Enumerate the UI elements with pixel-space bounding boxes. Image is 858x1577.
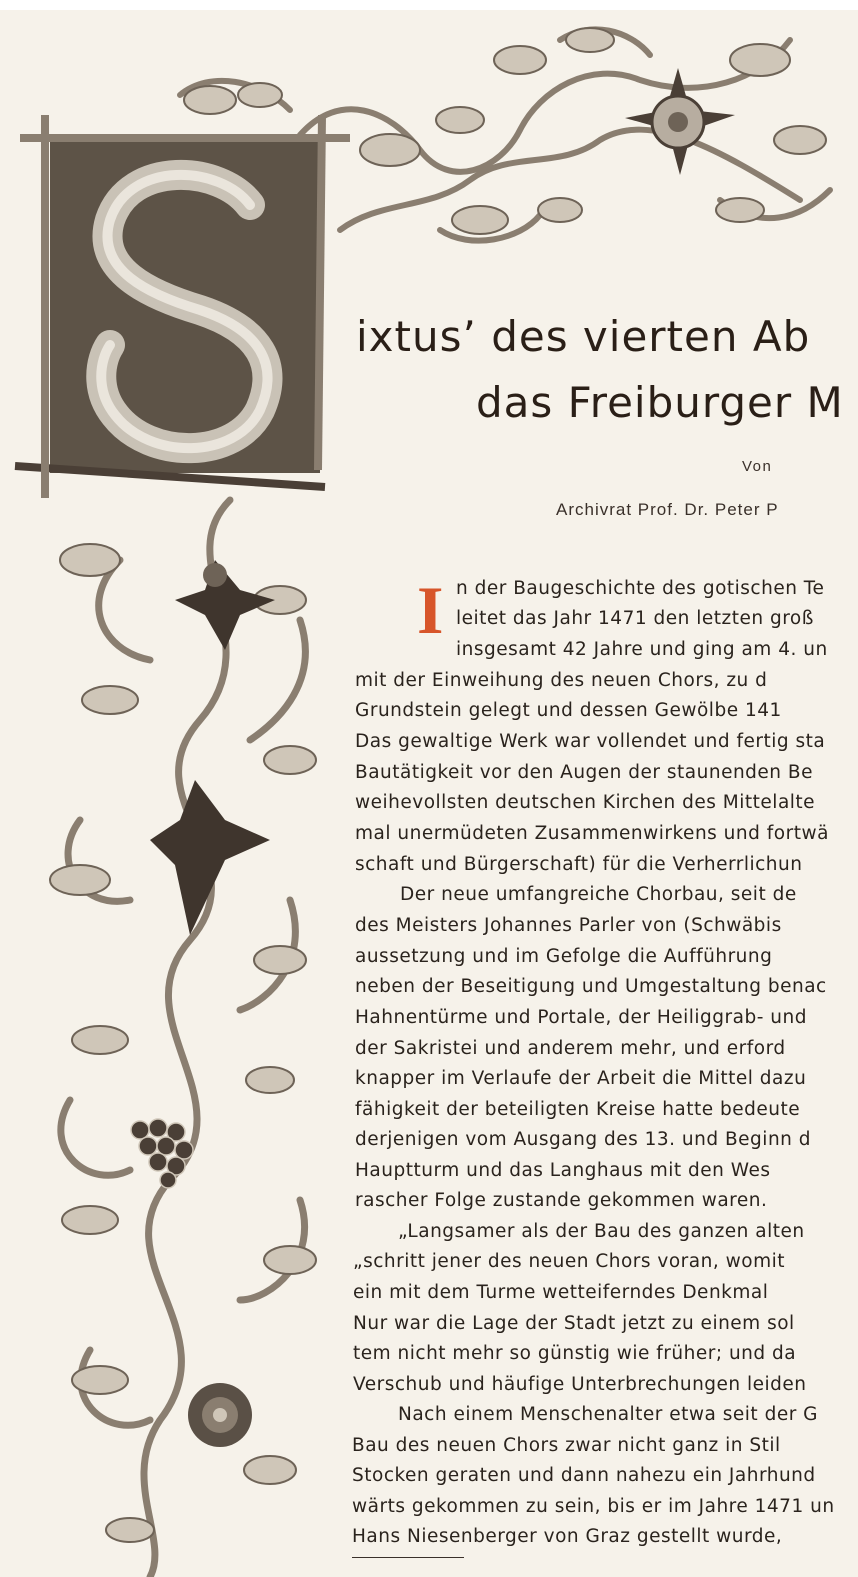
grape-cluster bbox=[131, 1119, 193, 1188]
rose-flower bbox=[188, 1383, 252, 1447]
body-line-30: Stocken geraten und dann nahezu ein Jahrhund bbox=[352, 1465, 816, 1486]
body-line-6: Das gewaltige Werk war vollendet und fertig sta bbox=[355, 731, 826, 752]
body-line-32: Hans Niesenberger von Graz gestellt wurde, bbox=[352, 1526, 783, 1547]
body-line-27: Verschub und häufige Unterbrechungen leiden bbox=[353, 1374, 807, 1395]
body-line-16: der Sakristei und anderem mehr, und erford bbox=[355, 1038, 786, 1059]
body-line-7: Bautätigkeit vor den Augen der staunenden Be bbox=[355, 762, 813, 783]
body-line-15: Hahnentürme und Portale, der Heiliggrab- und bbox=[355, 1007, 807, 1028]
body-line-4: mit der Einweihung des neuen Chors, zu d bbox=[355, 670, 768, 691]
footnote-rule bbox=[352, 1557, 464, 1558]
body-line-31: wärts gekommen zu sein, bis er im Jahre 1471 un bbox=[352, 1496, 835, 1517]
body-line-24: ein mit dem Turme wetteiferndes Denkmal bbox=[353, 1282, 769, 1303]
body-line-2: leitet das Jahr 1471 den letzten groß bbox=[456, 608, 814, 629]
body-line-10: schaft und Bürgerschaft) für die Verherrlichun bbox=[355, 854, 803, 875]
body-line-18: fähigkeit der beteiligten Kreise hatte bedeute bbox=[355, 1099, 801, 1120]
body-line-12: des Meisters Johannes Parler von (Schwäbis bbox=[355, 915, 782, 936]
byline-von: Von bbox=[742, 458, 773, 475]
body-line-14: neben der Beseitigung und Umgestaltung benac bbox=[355, 976, 827, 997]
body-line-29: Bau des neuen Chors zwar nicht ganz in Stil bbox=[352, 1435, 781, 1456]
body-line-17: knapper im Verlaufe der Arbeit die Mittel dazu bbox=[355, 1068, 807, 1089]
body-line-19: derjenigen vom Ausgang des 13. und Beginn d bbox=[355, 1129, 812, 1150]
title-line-1: ixtus’ des vierten Ab bbox=[356, 312, 811, 361]
dark-flower-1 bbox=[175, 560, 275, 650]
body-line-5: Grundstein gelegt und dessen Gewölbe 141 bbox=[355, 700, 782, 721]
title-line-2: das Freiburger M bbox=[476, 378, 844, 427]
body-line-13: aussetzung und im Gefolge die Aufführung bbox=[355, 946, 773, 967]
body-line-21: rascher Folge zustande gekommen waren. bbox=[355, 1190, 768, 1211]
left-leaf-clusters bbox=[50, 544, 316, 1542]
body-line-20: Hauptturm und das Langhaus mit den Wes bbox=[355, 1160, 771, 1181]
body-line-26: tem nicht mehr so günstig wie früher; und da bbox=[353, 1343, 797, 1364]
body-line-25: Nur war die Lage der Stadt jetzt zu einem sol bbox=[353, 1313, 795, 1334]
body-line-23: „schritt jener des neuen Chors voran, womit bbox=[353, 1251, 785, 1272]
body-line-3: insgesamt 42 Jahre und ging am 4. un bbox=[456, 639, 828, 660]
body-line-9: mal unermüdeten Zusammenwirkens und fortwä bbox=[355, 823, 829, 844]
body-line-11: Der neue umfangreiche Chorbau, seit de bbox=[400, 884, 797, 905]
byline-author: Archivrat Prof. Dr. Peter P bbox=[556, 500, 779, 519]
drop-cap-initial: I bbox=[417, 572, 444, 648]
body-line-22: „Langsamer als der Bau des ganzen alten bbox=[398, 1221, 805, 1242]
body-line-8: weihevollsten deutschen Kirchen des Mittelalte bbox=[355, 792, 816, 813]
body-line-1: n der Baugeschichte des gotischen Te bbox=[456, 578, 825, 599]
body-line-28: Nach einem Menschenalter etwa seit der G bbox=[398, 1404, 819, 1425]
initial-panel bbox=[0, 0, 350, 498]
